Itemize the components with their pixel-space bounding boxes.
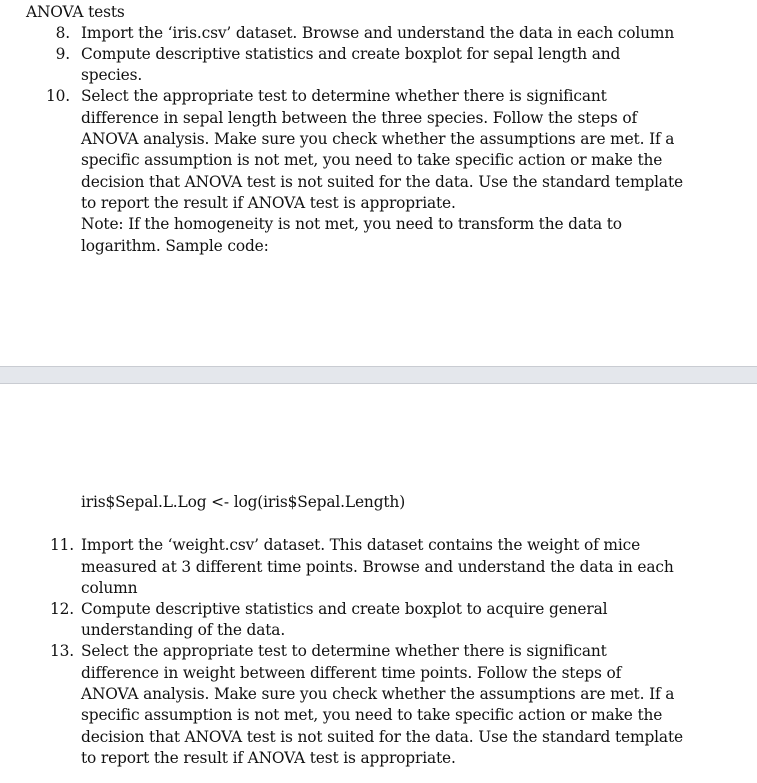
list-number: 8. — [55, 24, 70, 42]
list-item-text: measured at 3 different time points. Browse and understand the data in each — [81, 558, 674, 576]
list-item-text: Select the appropriate test to determine whether there is significant — [81, 87, 607, 105]
list-item-text: Import the ‘weight.csv’ dataset. This dataset contains the weight of mice — [81, 536, 641, 554]
list-number: 12. — [49, 600, 74, 618]
section-heading: ANOVA tests — [26, 3, 125, 21]
list-item-text: to report the result if ANOVA test is appropriate. — [81, 194, 456, 212]
document-page-bottom — [0, 384, 757, 783]
page-break — [0, 366, 757, 384]
list-number: 13. — [49, 642, 74, 660]
list-item-text: Import the ‘iris.csv’ dataset. Browse and understand the data in each column — [81, 24, 675, 42]
note-text: logarithm. Sample code: — [81, 237, 269, 255]
document-page-top — [0, 0, 757, 366]
list-item-text: Compute descriptive statistics and create boxplot to acquire general — [81, 600, 608, 618]
list-item-text: understanding of the data. — [81, 621, 286, 639]
list-item-text: ANOVA analysis. Make sure you check whether the assumptions are met. If a — [81, 130, 675, 148]
list-item-text: decision that ANOVA test is not suited for the data. Use the standard template — [81, 173, 683, 191]
list-item-text: difference in weight between different time points. Follow the steps of — [81, 664, 622, 682]
list-item-text: Compute descriptive statistics and create boxplot for sepal length and — [81, 45, 621, 63]
list-item-text: decision that ANOVA test is not suited for the data. Use the standard template — [81, 728, 683, 746]
list-item-text: difference in sepal length between the three species. Follow the steps of — [81, 109, 638, 127]
list-item-text: to report the result if ANOVA test is appropriate. — [81, 749, 456, 767]
list-item-text: species. — [81, 66, 143, 84]
list-number: 9. — [55, 45, 70, 63]
code-sample: iris$Sepal.L.Log <- log(iris$Sepal.Length) — [81, 493, 406, 511]
list-item-text: specific assumption is not met, you need to take specific action or make the — [81, 706, 663, 724]
note-text: Note: If the homogeneity is not met, you need to transform the data to — [81, 215, 622, 233]
list-item-text: Select the appropriate test to determine whether there is significant — [81, 642, 607, 660]
list-item-text: specific assumption is not met, you need to take specific action or make the — [81, 151, 663, 169]
list-item-text: ANOVA analysis. Make sure you check whether the assumptions are met. If a — [81, 685, 675, 703]
list-number: 11. — [49, 536, 74, 554]
list-item-text: column — [81, 579, 138, 597]
list-number: 10. — [45, 87, 70, 105]
